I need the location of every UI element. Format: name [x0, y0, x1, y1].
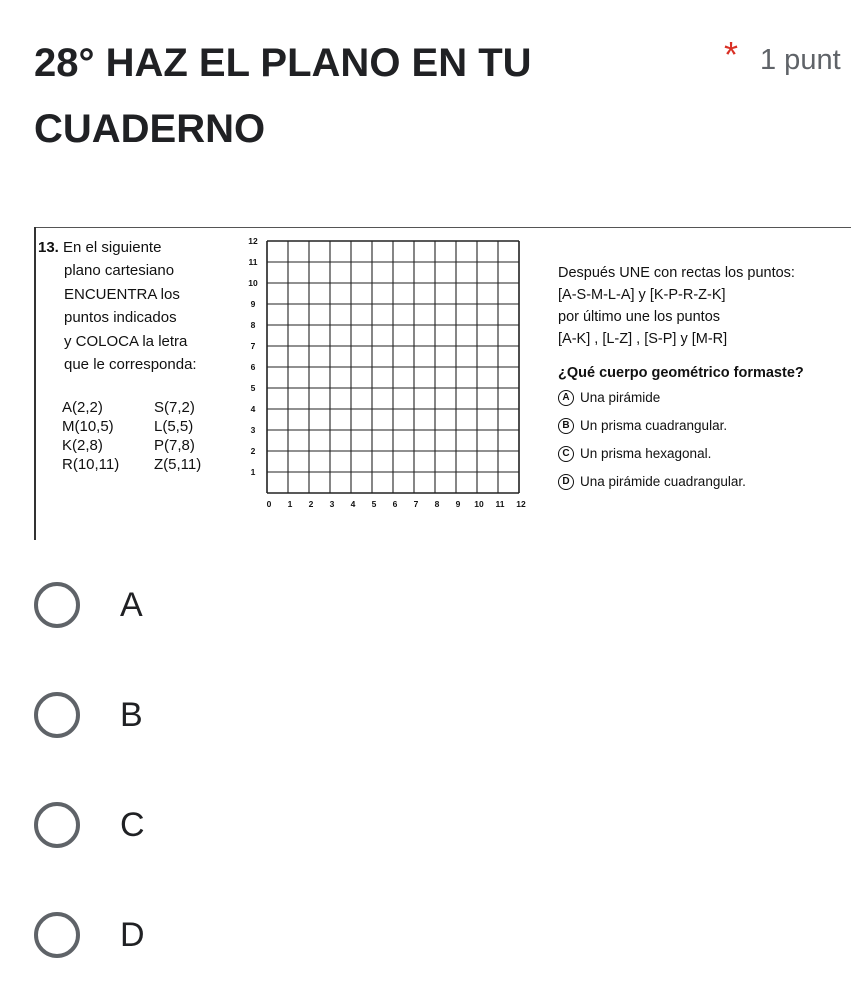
- question-title: 28° HAZ EL PLANO EN TU CUADERNO: [34, 41, 532, 151]
- required-asterisk: *: [724, 34, 739, 75]
- y-tick-label: 12: [248, 236, 258, 246]
- option-letter-circle: D: [558, 474, 574, 490]
- choice-label: B: [120, 695, 143, 734]
- instruction-line: que le corresponda:: [64, 356, 197, 374]
- point-list: [62, 398, 201, 474]
- image-left-border: [34, 227, 36, 540]
- image-option: [558, 412, 804, 440]
- point-label: A(2,2): [62, 399, 103, 416]
- connect-line: Después UNE con rectas los puntos:: [558, 265, 795, 281]
- choice-label: D: [120, 915, 145, 954]
- points-label: 1 punt: [760, 44, 841, 76]
- y-tick-label: 10: [248, 278, 258, 288]
- image-option: [558, 440, 804, 468]
- choice-label: A: [120, 585, 143, 624]
- radio-button[interactable]: [34, 802, 80, 848]
- instruction-line: puntos indicados: [64, 309, 177, 327]
- problem-instructions: [38, 236, 197, 376]
- point-label: L(5,5): [154, 418, 194, 435]
- option-letter-circle: B: [558, 418, 574, 434]
- instruction-line: y COLOCA la letra: [64, 332, 188, 350]
- y-tick-label: 2: [250, 446, 256, 456]
- question-image: [0, 222, 851, 540]
- y-tick-label: 1: [250, 467, 256, 477]
- x-tick-label: 5: [371, 499, 377, 509]
- y-tick-label: 11: [248, 257, 258, 267]
- connect-line: por último une los puntos: [558, 309, 721, 325]
- option-text: Una pirámide cuadrangular.: [580, 474, 746, 489]
- y-tick-label: 9: [250, 299, 256, 309]
- x-tick-label: 1: [287, 499, 293, 509]
- x-tick-label: 3: [329, 499, 335, 509]
- point-label: P(7,8): [154, 437, 195, 454]
- x-tick-label: 8: [434, 499, 440, 509]
- choice-a[interactable]: [34, 582, 143, 628]
- x-tick-label: 6: [392, 499, 398, 509]
- x-tick-label: 0: [266, 499, 272, 509]
- x-tick-label: 11: [495, 499, 505, 509]
- x-tick-label: 4: [350, 499, 356, 509]
- x-tick-label: 10: [474, 499, 484, 509]
- x-tick-label: 7: [413, 499, 419, 509]
- image-option: [558, 468, 804, 496]
- problem-number: 13.: [38, 239, 59, 256]
- radio-button[interactable]: [34, 692, 80, 738]
- choice-c[interactable]: [34, 802, 145, 848]
- cartesian-grid: [230, 230, 530, 540]
- y-tick-label: 7: [250, 341, 256, 351]
- point-label: M(10,5): [62, 418, 114, 435]
- connect-line: [A-S-M-L-A] y [K-P-R-Z-K]: [558, 287, 726, 303]
- option-letter-circle: A: [558, 390, 574, 406]
- option-text: Un prisma hexagonal.: [580, 446, 712, 461]
- image-top-border: [34, 227, 851, 228]
- radio-button[interactable]: [34, 582, 80, 628]
- x-tick-label: 9: [455, 499, 461, 509]
- instruction-line: plano cartesiano: [64, 262, 175, 280]
- connect-instructions: [558, 262, 804, 496]
- point-label: Z(5,11): [154, 456, 202, 473]
- y-tick-label: 4: [250, 404, 256, 414]
- x-tick-label: 2: [308, 499, 314, 509]
- geometry-question: ¿Qué cuerpo geométrico formaste?: [558, 365, 804, 381]
- choice-b[interactable]: [34, 692, 143, 738]
- y-tick-label: 5: [250, 383, 256, 393]
- instruction-line: En el siguiente: [63, 239, 162, 256]
- x-tick-label: 12: [516, 499, 526, 509]
- option-text: Una pirámide: [580, 390, 661, 405]
- point-label: K(2,8): [62, 437, 103, 454]
- y-tick-label: 8: [250, 320, 256, 330]
- choice-d[interactable]: [34, 912, 145, 958]
- radio-button[interactable]: [34, 912, 80, 958]
- instruction-line: ENCUENTRA los: [64, 285, 180, 303]
- image-option: [558, 384, 804, 412]
- y-tick-label: 6: [250, 362, 256, 372]
- point-label: S(7,2): [154, 399, 195, 416]
- option-letter-circle: C: [558, 446, 574, 462]
- connect-line: [A-K] , [L-Z] , [S-P] y [M-R]: [558, 331, 728, 347]
- point-label: R(10,11): [62, 456, 120, 473]
- option-text: Un prisma cuadrangular.: [580, 418, 728, 433]
- choice-label: C: [120, 805, 145, 844]
- y-tick-label: 3: [250, 425, 256, 435]
